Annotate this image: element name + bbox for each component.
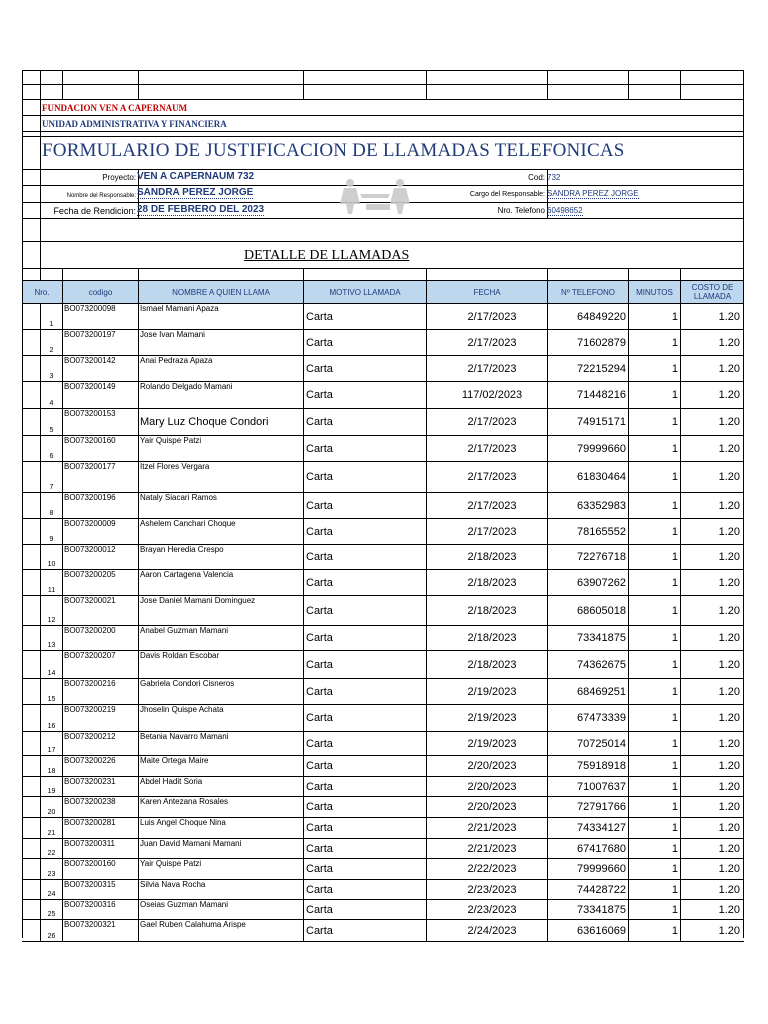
row-telefono: 64849220 bbox=[547, 304, 628, 329]
row-fecha: 2/19/2023 bbox=[426, 679, 547, 704]
col-header-nro: Nro. bbox=[34, 287, 50, 297]
row-nombre: Karen Antezana Rosales bbox=[138, 797, 303, 817]
col-header-codigo: codigo bbox=[62, 281, 138, 303]
org-name: FUNDACION VEN A CAPERNAUM bbox=[42, 103, 188, 113]
row-minutos: 1 bbox=[628, 818, 680, 838]
table-header bbox=[22, 281, 744, 304]
row-nro: 15 bbox=[40, 679, 62, 704]
row-fecha: 2/24/2023 bbox=[426, 920, 547, 941]
row-telefono: 63616069 bbox=[547, 920, 628, 941]
row-nombre: Davis Roldan Escobar bbox=[138, 651, 303, 678]
row-codigo: BO073200321 bbox=[62, 920, 138, 941]
row-nro: 7 bbox=[40, 462, 62, 492]
row-codigo: BO073200231 bbox=[62, 777, 138, 796]
col-header-costo: COSTO DE LLAMADA bbox=[680, 281, 744, 303]
row-minutos: 1 bbox=[628, 570, 680, 595]
table-row bbox=[22, 626, 744, 651]
row-codigo: BO073200142 bbox=[62, 356, 138, 381]
proyecto-label: Proyecto: bbox=[102, 173, 136, 182]
row-nro: 24 bbox=[40, 880, 62, 899]
org-name-row bbox=[22, 100, 744, 116]
row-codigo: BO073200226 bbox=[62, 756, 138, 776]
row-codigo: BO073200212 bbox=[62, 732, 138, 755]
telefono-value: 60498652 bbox=[547, 206, 583, 215]
row-telefono: 75918918 bbox=[547, 756, 628, 776]
row-fecha: 2/18/2023 bbox=[426, 570, 547, 595]
row-codigo: BO073200098 bbox=[62, 304, 138, 329]
row-telefono: 73341875 bbox=[547, 626, 628, 650]
row-minutos: 1 bbox=[628, 626, 680, 650]
row-motivo: Carta bbox=[303, 859, 426, 879]
row-costo: 1.20 bbox=[680, 705, 744, 731]
col-header-fecha: FECHA bbox=[426, 281, 547, 303]
row-fecha: 2/20/2023 bbox=[426, 777, 547, 796]
row-nombre: Nataly Siacari Ramos bbox=[138, 493, 303, 518]
row-minutos: 1 bbox=[628, 777, 680, 796]
row-minutos: 1 bbox=[628, 880, 680, 899]
row-codigo: BO073200153 bbox=[62, 409, 138, 435]
row-telefono: 67473339 bbox=[547, 705, 628, 731]
table-row bbox=[22, 330, 744, 356]
row-nro: 22 bbox=[40, 839, 62, 858]
row-motivo: Carta bbox=[303, 679, 426, 704]
row-costo: 1.20 bbox=[680, 436, 744, 461]
form-title: FORMULARIO DE JUSTIFICACION DE LLAMADAS TELEFONICAS bbox=[42, 140, 625, 161]
row-telefono: 68469251 bbox=[547, 679, 628, 704]
row-telefono: 72276718 bbox=[547, 545, 628, 569]
row-codigo: BO073200207 bbox=[62, 651, 138, 678]
row-fecha: 2/17/2023 bbox=[426, 330, 547, 355]
row-nombre: Jose Ivan Mamani bbox=[138, 330, 303, 355]
row-costo: 1.20 bbox=[680, 382, 744, 408]
row-costo: 1.20 bbox=[680, 570, 744, 595]
table-row bbox=[22, 462, 744, 493]
row-nombre: Itzel Flores Vergara bbox=[138, 462, 303, 492]
row-fecha: 117/02/2023 bbox=[426, 382, 547, 408]
row-codigo: BO073200149 bbox=[62, 382, 138, 408]
row-nro: 11 bbox=[40, 570, 62, 595]
row-telefono: 71007637 bbox=[547, 777, 628, 796]
row-fecha: 2/18/2023 bbox=[426, 596, 547, 625]
org-unit: UNIDAD ADMINISTRATIVA Y FINANCIERA bbox=[42, 119, 227, 129]
table-row bbox=[22, 570, 744, 596]
row-minutos: 1 bbox=[628, 330, 680, 355]
row-fecha: 2/20/2023 bbox=[426, 756, 547, 776]
row-nro: 26 bbox=[40, 920, 62, 941]
row-fecha: 2/22/2023 bbox=[426, 859, 547, 879]
row-motivo: Carta bbox=[303, 596, 426, 625]
table-row bbox=[22, 839, 744, 859]
telefono-label: Nro. Telefono bbox=[497, 206, 545, 215]
table-row bbox=[22, 545, 744, 570]
row-minutos: 1 bbox=[628, 382, 680, 408]
row-minutos: 1 bbox=[628, 679, 680, 704]
row-costo: 1.20 bbox=[680, 900, 744, 919]
row-motivo: Carta bbox=[303, 651, 426, 678]
row-telefono: 63352983 bbox=[547, 493, 628, 518]
row-costo: 1.20 bbox=[680, 519, 744, 544]
row-codigo: BO073200012 bbox=[62, 545, 138, 569]
row-nombre: Mary Luz Choque Condori bbox=[138, 409, 303, 435]
row-costo: 1.20 bbox=[680, 330, 744, 355]
row-costo: 1.20 bbox=[680, 777, 744, 796]
row-nro: 4 bbox=[40, 382, 62, 408]
org-unit-row bbox=[22, 116, 744, 132]
row-nro: 18 bbox=[40, 756, 62, 776]
row-nombre: Yair Quispe Patzi bbox=[138, 859, 303, 879]
spacer-row bbox=[22, 219, 744, 242]
row-codigo: BO073200021 bbox=[62, 596, 138, 625]
row-nombre: Jose Daniel Mamani Dominguez bbox=[138, 596, 303, 625]
row-minutos: 1 bbox=[628, 462, 680, 492]
row-telefono: 71448216 bbox=[547, 382, 628, 408]
fecha-value: 28 DE FEBRERO DEL 2023 bbox=[137, 204, 265, 215]
row-costo: 1.20 bbox=[680, 651, 744, 678]
table-row bbox=[22, 900, 744, 920]
row-nro: 13 bbox=[40, 626, 62, 650]
cargo-label: Cargo del Responsable: bbox=[469, 191, 545, 198]
col-header-motivo: MOTIVO LLAMADA bbox=[303, 281, 426, 303]
row-costo: 1.20 bbox=[680, 596, 744, 625]
row-minutos: 1 bbox=[628, 545, 680, 569]
row-telefono: 72215294 bbox=[547, 356, 628, 381]
row-fecha: 2/17/2023 bbox=[426, 462, 547, 492]
row-costo: 1.20 bbox=[680, 679, 744, 704]
row-fecha: 2/19/2023 bbox=[426, 732, 547, 755]
row-telefono: 79999660 bbox=[547, 436, 628, 461]
row-motivo: Carta bbox=[303, 920, 426, 941]
row-motivo: Carta bbox=[303, 570, 426, 595]
row-minutos: 1 bbox=[628, 900, 680, 919]
row-costo: 1.20 bbox=[680, 304, 744, 329]
row-motivo: Carta bbox=[303, 409, 426, 435]
row-codigo: BO073200316 bbox=[62, 900, 138, 919]
col-header-minutos: MINUTOS bbox=[628, 281, 680, 303]
row-codigo: BO073200311 bbox=[62, 839, 138, 858]
row-motivo: Carta bbox=[303, 436, 426, 461]
row-costo: 1.20 bbox=[680, 839, 744, 858]
row-codigo: BO073200009 bbox=[62, 519, 138, 544]
row-minutos: 1 bbox=[628, 732, 680, 755]
table-row bbox=[22, 920, 744, 942]
row-nro: 5 bbox=[40, 409, 62, 435]
row-costo: 1.20 bbox=[680, 797, 744, 817]
row-codigo: BO073200196 bbox=[62, 493, 138, 518]
row-motivo: Carta bbox=[303, 330, 426, 355]
row-costo: 1.20 bbox=[680, 626, 744, 650]
row-minutos: 1 bbox=[628, 304, 680, 329]
row-motivo: Carta bbox=[303, 304, 426, 329]
col-header-nombre: NOMBRE A QUIEN LLAMA bbox=[138, 281, 303, 303]
row-telefono: 74334127 bbox=[547, 818, 628, 838]
row-fecha: 2/20/2023 bbox=[426, 797, 547, 817]
row-telefono: 79999660 bbox=[547, 859, 628, 879]
row-motivo: Carta bbox=[303, 493, 426, 518]
row-nro: 20 bbox=[40, 797, 62, 817]
row-nro: 25 bbox=[40, 900, 62, 919]
row-codigo: BO073200160 bbox=[62, 436, 138, 461]
table-row bbox=[22, 356, 744, 382]
row-nombre: Ismael Mamani Apaza bbox=[138, 304, 303, 329]
row-minutos: 1 bbox=[628, 596, 680, 625]
table-row bbox=[22, 756, 744, 777]
row-nro: 6 bbox=[40, 436, 62, 461]
row-minutos: 1 bbox=[628, 651, 680, 678]
row-nombre: Anabel Guzman Mamani bbox=[138, 626, 303, 650]
row-motivo: Carta bbox=[303, 545, 426, 569]
row-telefono: 67417680 bbox=[547, 839, 628, 858]
row-nombre: Silvia Nava Rocha bbox=[138, 880, 303, 899]
table-body bbox=[22, 304, 744, 942]
row-fecha: 2/17/2023 bbox=[426, 493, 547, 518]
row-nombre: Abdel Hadit Soria bbox=[138, 777, 303, 796]
row-costo: 1.20 bbox=[680, 756, 744, 776]
table-row bbox=[22, 519, 744, 545]
row-telefono: 61830464 bbox=[547, 462, 628, 492]
row-nro: 16 bbox=[40, 705, 62, 731]
col-header-telefono: Nº TELEFONO bbox=[547, 281, 628, 303]
row-nro: 9 bbox=[40, 519, 62, 544]
row-motivo: Carta bbox=[303, 756, 426, 776]
row-minutos: 1 bbox=[628, 519, 680, 544]
row-codigo: BO073200205 bbox=[62, 570, 138, 595]
table-row bbox=[22, 880, 744, 900]
row-minutos: 1 bbox=[628, 705, 680, 731]
row-nombre: Ashelem Canchari Choque bbox=[138, 519, 303, 544]
table-row bbox=[22, 409, 744, 436]
row-fecha: 2/19/2023 bbox=[426, 705, 547, 731]
row-telefono: 71602879 bbox=[547, 330, 628, 355]
row-nombre: Anai Pedraza Apaza bbox=[138, 356, 303, 381]
row-codigo: BO073200216 bbox=[62, 679, 138, 704]
cargo-value: SANDRA PEREZ JORGE bbox=[547, 189, 639, 198]
cod-value: 732 bbox=[547, 173, 561, 182]
row-motivo: Carta bbox=[303, 880, 426, 899]
row-costo: 1.20 bbox=[680, 545, 744, 569]
section-title: DETALLE DE LLAMADAS bbox=[244, 248, 410, 263]
foundation-logo bbox=[330, 174, 434, 216]
row-costo: 1.20 bbox=[680, 462, 744, 492]
row-costo: 1.20 bbox=[680, 356, 744, 381]
row-minutos: 1 bbox=[628, 493, 680, 518]
row-nombre: Juan David Mamani Mamani bbox=[138, 839, 303, 858]
row-fecha: 2/17/2023 bbox=[426, 356, 547, 381]
table-row bbox=[22, 304, 744, 330]
row-nombre: Jhoselin Quispe Achata bbox=[138, 705, 303, 731]
row-minutos: 1 bbox=[628, 920, 680, 941]
row-motivo: Carta bbox=[303, 732, 426, 755]
table-row bbox=[22, 679, 744, 705]
row-nombre: Betania Navarro Mamani bbox=[138, 732, 303, 755]
empty-row bbox=[22, 269, 744, 281]
row-codigo: BO073200177 bbox=[62, 462, 138, 492]
empty-row bbox=[22, 85, 744, 100]
row-codigo: BO073200315 bbox=[62, 880, 138, 899]
responsable-label: Nombre del Responsable: bbox=[66, 193, 136, 199]
row-fecha: 2/18/2023 bbox=[426, 651, 547, 678]
row-motivo: Carta bbox=[303, 777, 426, 796]
row-fecha: 2/17/2023 bbox=[426, 304, 547, 329]
row-motivo: Carta bbox=[303, 818, 426, 838]
row-nro: 12 bbox=[40, 596, 62, 625]
row-motivo: Carta bbox=[303, 900, 426, 919]
row-telefono: 73341875 bbox=[547, 900, 628, 919]
row-minutos: 1 bbox=[628, 859, 680, 879]
row-codigo: BO073200200 bbox=[62, 626, 138, 650]
row-telefono: 74428722 bbox=[547, 880, 628, 899]
row-minutos: 1 bbox=[628, 839, 680, 858]
table-row bbox=[22, 436, 744, 462]
title-row bbox=[22, 137, 744, 170]
row-fecha: 2/23/2023 bbox=[426, 880, 547, 899]
table-row bbox=[22, 732, 744, 756]
row-costo: 1.20 bbox=[680, 493, 744, 518]
row-nombre: Gabriela Condori Cisneros bbox=[138, 679, 303, 704]
row-motivo: Carta bbox=[303, 382, 426, 408]
row-motivo: Carta bbox=[303, 462, 426, 492]
row-telefono: 74362675 bbox=[547, 651, 628, 678]
row-nro: 17 bbox=[40, 732, 62, 755]
row-codigo: BO073200197 bbox=[62, 330, 138, 355]
proyecto-value: VEN A CAPERNAUM 732 bbox=[137, 171, 255, 182]
row-motivo: Carta bbox=[303, 356, 426, 381]
table-row bbox=[22, 797, 744, 818]
row-nombre: Yair Quispe Patzi bbox=[138, 436, 303, 461]
row-motivo: Carta bbox=[303, 626, 426, 650]
row-minutos: 1 bbox=[628, 797, 680, 817]
row-fecha: 2/17/2023 bbox=[426, 519, 547, 544]
row-fecha: 2/18/2023 bbox=[426, 626, 547, 650]
row-fecha: 2/21/2023 bbox=[426, 818, 547, 838]
row-codigo: BO073200281 bbox=[62, 818, 138, 838]
row-nombre: Aaron Cartagena Valencia bbox=[138, 570, 303, 595]
fecha-label: Fecha de Rendicion: bbox=[53, 206, 136, 216]
row-motivo: Carta bbox=[303, 839, 426, 858]
row-nro: 21 bbox=[40, 818, 62, 838]
row-nombre: Rolando Delgado Mamani bbox=[138, 382, 303, 408]
row-costo: 1.20 bbox=[680, 859, 744, 879]
row-nro: 2 bbox=[40, 330, 62, 355]
row-codigo: BO073200160 bbox=[62, 859, 138, 879]
row-nombre: Oseias Guzman Mamani bbox=[138, 900, 303, 919]
row-nro: 14 bbox=[40, 651, 62, 678]
row-costo: 1.20 bbox=[680, 880, 744, 899]
row-fecha: 2/17/2023 bbox=[426, 436, 547, 461]
cod-label: Cod: bbox=[528, 173, 545, 182]
table-row bbox=[22, 777, 744, 797]
row-nro: 23 bbox=[40, 859, 62, 879]
row-motivo: Carta bbox=[303, 797, 426, 817]
table-row bbox=[22, 493, 744, 519]
row-nro: 1 bbox=[40, 304, 62, 329]
row-minutos: 1 bbox=[628, 436, 680, 461]
row-telefono: 74915171 bbox=[547, 409, 628, 435]
row-nombre: Gael Ruben Calahuma Arispe bbox=[138, 920, 303, 941]
table-row bbox=[22, 705, 744, 732]
row-nombre: Brayan Heredia Crespo bbox=[138, 545, 303, 569]
row-costo: 1.20 bbox=[680, 920, 744, 941]
row-nombre: Luis Angel Choque Nina bbox=[138, 818, 303, 838]
row-costo: 1.20 bbox=[680, 732, 744, 755]
row-telefono: 72791766 bbox=[547, 797, 628, 817]
section-title-row bbox=[22, 242, 744, 269]
row-costo: 1.20 bbox=[680, 818, 744, 838]
row-telefono: 68605018 bbox=[547, 596, 628, 625]
row-codigo: BO073200219 bbox=[62, 705, 138, 731]
row-nro: 8 bbox=[40, 493, 62, 518]
table-row bbox=[22, 818, 744, 839]
row-nro: 10 bbox=[40, 545, 62, 569]
row-minutos: 1 bbox=[628, 356, 680, 381]
row-telefono: 78165552 bbox=[547, 519, 628, 544]
row-fecha: 2/23/2023 bbox=[426, 900, 547, 919]
row-motivo: Carta bbox=[303, 705, 426, 731]
table-row bbox=[22, 859, 744, 880]
row-minutos: 1 bbox=[628, 756, 680, 776]
responsable-value: SANDRA PEREZ JORGE bbox=[137, 187, 254, 198]
table-row bbox=[22, 382, 744, 409]
row-telefono: 63907262 bbox=[547, 570, 628, 595]
row-fecha: 2/18/2023 bbox=[426, 545, 547, 569]
row-motivo: Carta bbox=[303, 519, 426, 544]
row-minutos: 1 bbox=[628, 409, 680, 435]
table-row bbox=[22, 596, 744, 626]
row-codigo: BO073200238 bbox=[62, 797, 138, 817]
row-nombre: Maite Ortega Maire bbox=[138, 756, 303, 776]
row-nro: 19 bbox=[40, 777, 62, 796]
row-costo: 1.20 bbox=[680, 409, 744, 435]
row-fecha: 2/21/2023 bbox=[426, 839, 547, 858]
empty-row bbox=[22, 70, 744, 85]
row-nro: 3 bbox=[40, 356, 62, 381]
row-fecha: 2/17/2023 bbox=[426, 409, 547, 435]
row-telefono: 70725014 bbox=[547, 732, 628, 755]
table-row bbox=[22, 651, 744, 679]
